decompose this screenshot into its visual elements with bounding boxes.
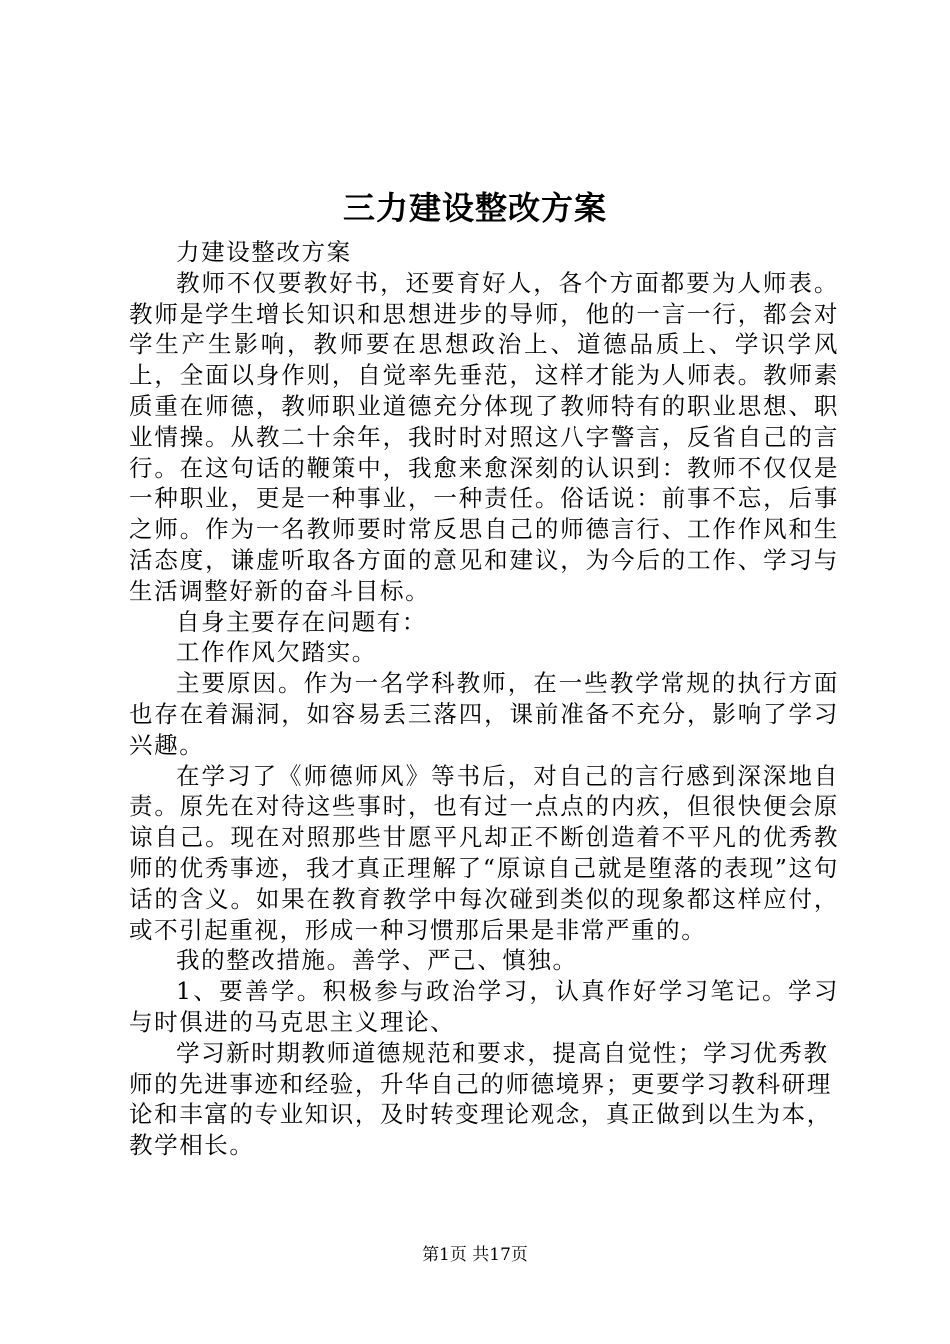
paragraph-subtitle: 力建设整改方案 (176, 238, 352, 266)
paragraph-measure-1-detail: 学习新时期教师道德规范和要求，提高自觉性；学习优秀教师的先进事迹和经验，升华自己的师德境界；更要学习教科研理论和丰富的专业知识，及时转变理论观念，真正做到以生为本，教学相长。 (129, 1038, 832, 1160)
paragraph-intro: 教师不仅要教好书，还要育好人，各个方面都要为人师表。教师是学生增长知识和思想进步的导师，他的一言一行，都会对学生产生影响，教师要在思想政治上、道德品质上、学识学风上，全面以身作则，自觉率先垂范，这样才能为人师表。教师素质重在师德，教师职业道德充分体现了教师特有的职业思想、职业情操。从教二十余年，我时时对照这八字警言，反省自己的言行。在这句话的鞭策中，我愈来愈深刻的认识到：教师不仅仅是一种职业，更是一种事业，一种责任。俗话说：前事不忘，后事之师。作为一名教师要时常反思自己的师德言行、工作作风和生活态度，谦虚听取各方面的意见和建议，为今后的工作、学习与生活调整好新的奋斗目标。 (129, 268, 839, 605)
page-number-footer: 第1页 共17页 (422, 1245, 528, 1265)
paragraph-problems-heading: 自身主要存在问题有： (176, 607, 427, 636)
paragraph-reflection: 在学习了《师德师风》等书后，对自己的言行感到深深地自责。原先在对待这些事时，也有过一点点的内疚，但很快便会原谅自己。现在对照那些甘愿平凡却正不断创造着不平凡的优秀教师的优秀事迹，我才真正理解了“原谅自己就是堕落的表现”这句话的含义。如果在教育教学中每次碰到类似的现象都这样应付，或不引起重视，形成一种习惯那后果是非常严重的。 (129, 761, 839, 944)
document-body (129, 237, 839, 1161)
document-title: 三力建设整改方案 (342, 189, 607, 227)
paragraph-measures-heading: 我的整改措施。善学、严己、慎独。 (176, 946, 578, 975)
paragraph-problem-item: 工作作风欠踏实。 (176, 638, 377, 667)
paragraph-measure-1: 1、要善学。积极参与政治学习，认真作好学习笔记。学习与时俱进的马克思主义理论、 (129, 977, 839, 1036)
paragraph-main-reason: 主要原因。作为一名学科教师，在一些教学常规的执行方面也存在着漏洞，如容易丢三落四，课前准备不充分，影响了学习兴趣。 (129, 669, 839, 759)
